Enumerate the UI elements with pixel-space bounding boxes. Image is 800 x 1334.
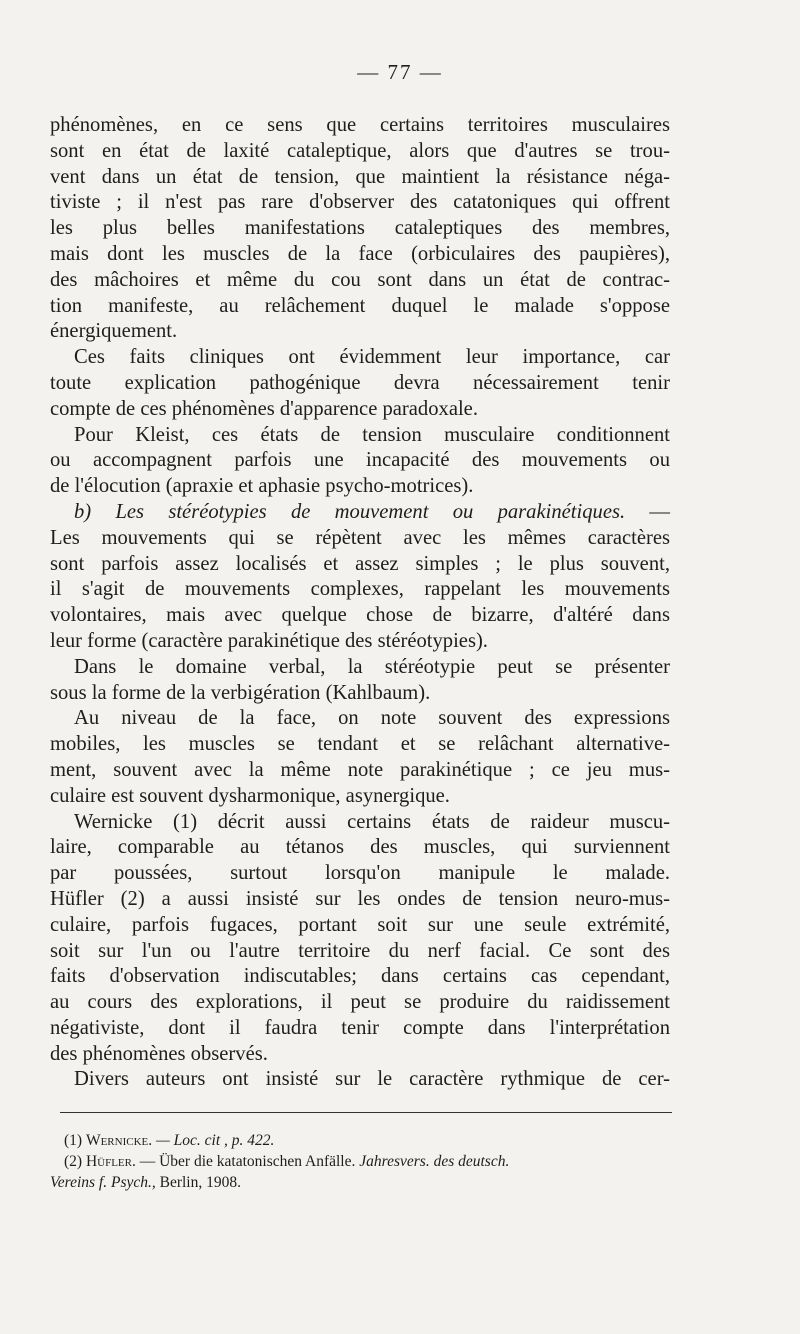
footnote-2-text: — Über die katatonischen Anfälle. — [139, 1153, 356, 1170]
footnote-1 — [50, 1130, 680, 1151]
footnotes — [50, 1130, 680, 1193]
text-line: faits d'observation indiscutables; dans certains cas cependant, — [50, 965, 670, 988]
text-line: par poussées, surtout lorsqu'on manipule le malade. — [50, 862, 670, 885]
text-line: Dans le domaine verbal, la stéréotypie peut se présenter — [74, 655, 670, 678]
text-line: sont en état de laxité cataleptique, alors que d'autres se trou- — [50, 139, 670, 162]
text-line: sous la forme de la verbigération (Kahlbaum). — [50, 681, 431, 704]
text-line: ou accompagnent parfois une incapacité des mouvements ou — [50, 449, 670, 472]
text-line: tiviste ; il n'est pas rare d'observer des catatoniques qui offrent — [50, 191, 670, 214]
text-line: leur forme (caractère parakinétique des stéréotypies). — [50, 629, 488, 652]
text-line: négativiste, dont il faudra tenir compte dans l'interprétation — [50, 1016, 670, 1039]
text-line: Pour Kleist, ces états de tension musculaire conditionnent — [74, 423, 670, 446]
heading-marker: b) — [74, 500, 92, 523]
text-line: Hüfler (2) a aussi insisté sur les ondes de tension neuro-mus- — [50, 887, 670, 910]
footnote-1-number: (1) — [64, 1132, 83, 1149]
text-line: les plus belles manifestations cataleptiques des membres, — [50, 217, 670, 240]
text-line: culaire, parfois fugaces, portant soit sur une seule extrémité, — [50, 913, 670, 936]
text-line: toute explication pathogénique devra nécessairement tenir — [50, 371, 670, 394]
footnote-2-author: Hüfler. — [85, 1153, 136, 1170]
footnote-2-journal-cont: Vereins f. Psych., — [50, 1174, 156, 1191]
footnote-2-number: (2) — [64, 1153, 83, 1170]
text-line: culaire est souvent dysharmonique, asynergique. — [50, 784, 450, 807]
footnote-2 — [50, 1151, 680, 1172]
heading-dash: — — [649, 500, 670, 523]
text-line: mobiles, les muscles se tendant et se relâchant alternative- — [50, 733, 670, 756]
text-line: de l'élocution (apraxie et aphasie psycho-motrices). — [50, 475, 474, 498]
footnote-2-journal: Jahresvers. des deutsch. — [359, 1153, 510, 1170]
text-line: laire, comparable au tétanos des muscles, qui surviennent — [50, 836, 670, 859]
footnote-rule — [60, 1112, 672, 1113]
text-line: Divers auteurs ont insisté sur le caractère rythmique de cer- — [74, 1068, 670, 1091]
text-line: énergiquement. — [50, 320, 178, 343]
text-line: phénomènes, en ce sens que certains territoires musculaires — [50, 114, 670, 136]
text-line: des phénomènes observés. — [50, 1042, 268, 1065]
footnote-2-cont — [50, 1172, 680, 1193]
text-line: au cours des explorations, il peut se produire du raidissement — [50, 991, 670, 1014]
text-line: ment, souvent avec la même note parakinétique ; ce jeu mus- — [50, 758, 670, 781]
text-line: sont parfois assez localisés et assez simples ; le plus souvent, — [50, 552, 670, 575]
footnote-1-text: — Loc. cit , p. 422. — [156, 1132, 275, 1149]
text-line: mais dont les muscles de la face (orbiculaires des paupières), — [50, 242, 670, 265]
text-line: volontaires, mais avec quelque chose de bizarre, d'altéré dans — [50, 604, 670, 627]
page-number: — 77 — — [357, 60, 443, 84]
text-line: Au niveau de la face, on note souvent des expressions — [74, 707, 670, 730]
body-text — [50, 113, 670, 1093]
text-line: tion manifeste, au relâchement duquel le malade s'oppose — [50, 294, 670, 317]
text-line: Wernicke (1) décrit aussi certains états de raideur muscu- — [74, 810, 670, 833]
text-line: vent dans un état de tension, que maintient la résistance néga- — [50, 165, 670, 188]
footnote-1-author: Wernicke. — [85, 1132, 153, 1149]
text-line: il s'agit de mouvements complexes, rappelant les mouvements — [50, 578, 670, 601]
text-line: des mâchoires et même du cou sont dans un état de contrac- — [50, 268, 670, 291]
section-heading-b — [50, 500, 670, 526]
text-line: Les mouvements qui se répètent avec les mêmes caractères — [50, 526, 670, 549]
footnote-2-place: Berlin, 1908. — [159, 1174, 241, 1191]
text-line: compte de ces phénomènes d'apparence paradoxale. — [50, 397, 478, 420]
heading-title: Les stéréotypies de mouvement ou parakinétiques. — [115, 500, 626, 523]
text-line: soit sur l'un ou l'autre territoire du nerf facial. Ce sont des — [50, 939, 670, 962]
text-line: Ces faits cliniques ont évidemment leur importance, car — [74, 346, 670, 369]
